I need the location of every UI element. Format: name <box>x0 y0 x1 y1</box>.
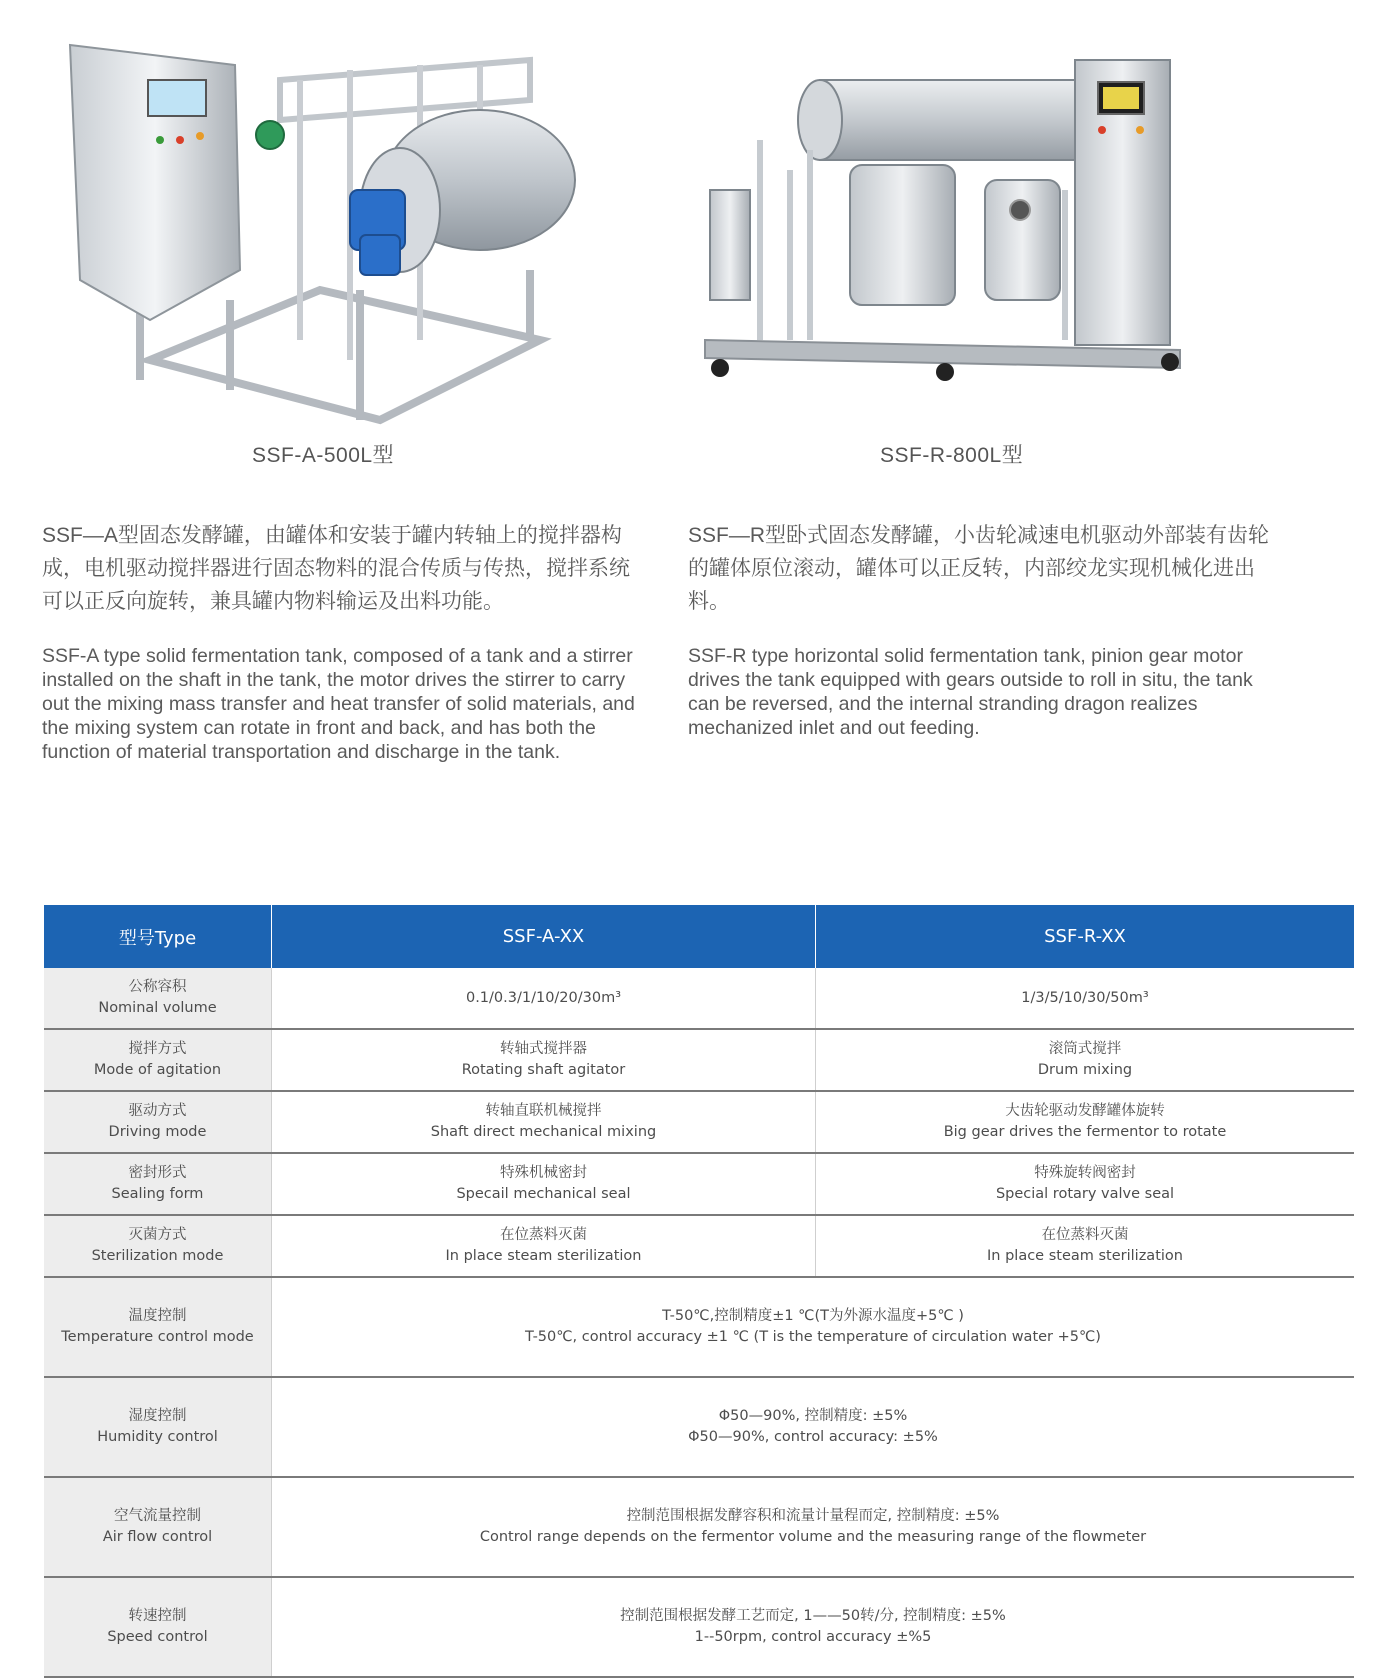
table-row <box>44 1153 1354 1215</box>
spec-table <box>44 905 1354 1678</box>
row-label: 公称容积 Nominal volume <box>44 968 272 1029</box>
table-row <box>44 1215 1354 1277</box>
description-zh-r: SSF—R型卧式固态发酵罐，小齿轮减速电机驱动外部装有齿轮的罐体原位滚动，罐体可以正反转，内部绞龙实现机械化进出料。 <box>688 524 1270 613</box>
description-en-a: SSF-A type solid fermentation tank, composed of a tank and a stirrer installed on the shaft in the tank, the motor drives the stirrer to carry out the mixing mass transfer and heat transfer of solid materials, and the mixing system can rotate in front and back, and has both the function of material transportation and discharge in the tank. <box>42 645 635 763</box>
row-label: 空气流量控制 Air flow control <box>44 1477 272 1577</box>
row-label: 密封形式 Sealing form <box>44 1153 272 1215</box>
row-label: 搅拌方式 Mode of agitation <box>44 1029 272 1091</box>
cell-ssf-r: 大齿轮驱动发酵罐体旋转 Big gear drives the fermentor to rotate <box>816 1091 1355 1153</box>
product-image-ssf-a <box>60 40 620 430</box>
cell-shared: T-50℃,控制精度±1 ℃(T为外源水温度+5℃ ) T-50℃, control accuracy ±1 ℃ (T is the temperature of circulation water +5℃) <box>272 1277 1355 1377</box>
table-row <box>44 1029 1354 1091</box>
table-row <box>44 1577 1354 1677</box>
cell-ssf-a: 转轴式搅拌器 Rotating shaft agitator <box>272 1029 816 1091</box>
cell-ssf-a: 0.1/0.3/1/10/20/30m³ <box>272 968 816 1029</box>
product-description-r <box>688 519 1288 740</box>
row-label: 驱动方式 Driving mode <box>44 1091 272 1153</box>
cell-ssf-r: 特殊旋转阀密封 Special rotary valve seal <box>816 1153 1355 1215</box>
description-en-r: SSF-R type horizontal solid fermentation tank, pinion gear motor drives the tank equipped with gears outside to roll in situ, the tank can be reversed, and the internal stranding dragon realizes mechanized inlet and out feeding. <box>688 645 1253 739</box>
cell-ssf-r: 滚筒式搅拌 Drum mixing <box>816 1029 1355 1091</box>
cell-ssf-r: 在位蒸料灭菌 In place steam sterilization <box>816 1215 1355 1277</box>
product-image-ssf-r <box>700 50 1260 410</box>
cell-ssf-r: 1/3/5/10/30/50m³ <box>816 968 1355 1029</box>
cell-ssf-a: 在位蒸料灭菌 In place steam sterilization <box>272 1215 816 1277</box>
header-ssf-a: SSF-A-XX <box>272 905 816 968</box>
table-row <box>44 1477 1354 1577</box>
cell-shared: 控制范围根据发酵容积和流量计量程而定, 控制精度: ±5% Control range depends on the fermentor volume and the measuring range of the flowmeter <box>272 1477 1355 1577</box>
table-row <box>44 1091 1354 1153</box>
header-ssf-r: SSF-R-XX <box>816 905 1355 968</box>
product-description-a <box>42 519 642 764</box>
spec-table-header <box>44 905 1354 968</box>
table-row <box>44 968 1354 1029</box>
description-zh-a: SSF—A型固态发酵罐，由罐体和安装于罐内转轴上的搅拌器构成，电机驱动搅拌器进行固态物料的混合传质与传热，搅拌系统可以正反向旋转，兼具罐内物料输运及出料功能。 <box>42 524 630 613</box>
cell-ssf-a: 转轴直联机械搅拌 Shaft direct mechanical mixing <box>272 1091 816 1153</box>
row-label: 转速控制 Speed control <box>44 1577 272 1677</box>
cell-shared: 控制范围根据发酵工艺而定, 1——50转/分, 控制精度: ±5% 1--50rpm, control accuracy ±%5 <box>272 1577 1355 1677</box>
header-type: 型号Type <box>44 905 272 968</box>
cell-ssf-a: 特殊机械密封 Specail mechanical seal <box>272 1153 816 1215</box>
row-label: 湿度控制 Humidity control <box>44 1377 272 1477</box>
product-caption-a: SSF-A-500L型 <box>252 444 395 467</box>
product-caption-r: SSF-R-800L型 <box>880 444 1024 467</box>
table-row <box>44 1377 1354 1477</box>
cell-shared: Φ50—90%, 控制精度: ±5% Φ50—90%, control accuracy: ±5% <box>272 1377 1355 1477</box>
row-label: 灭菌方式 Sterilization mode <box>44 1215 272 1277</box>
row-label: 温度控制 Temperature control mode <box>44 1277 272 1377</box>
table-row <box>44 1277 1354 1377</box>
